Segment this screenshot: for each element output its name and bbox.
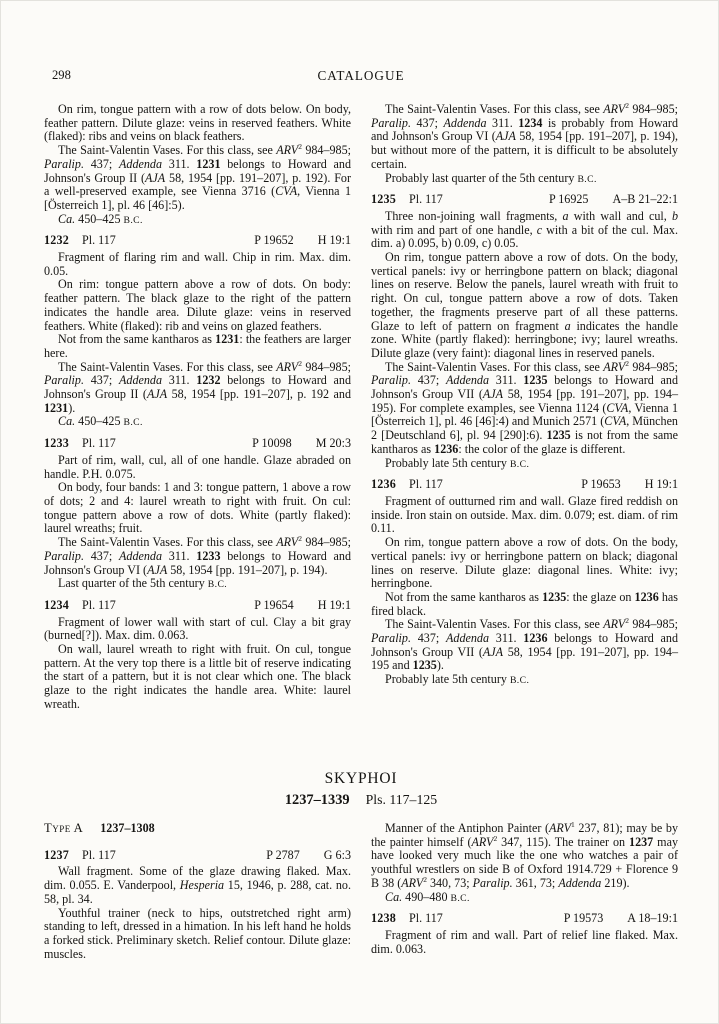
entry-grid-ref: M 20:3 [315,436,351,451]
catalogue-paragraph: Probably last quarter of the 5th century B.C. [385,170,597,185]
entry-inventory-number: P 19654 [254,597,294,612]
catalogue-paragraph: The Saint-Valentin Vases. For this class, see ARV$^2$ 984–985; Paralip. 437; Addenda 311. 1233 belongs to Howard and Johnson's Group VI (AJA 58, 1954 [pp. 191–207], p. 194). [44,534,352,577]
entry-plate-ref: Pl. 117 [409,911,443,926]
catalogue-paragraph: Manner of the Antiphon Painter (ARV$^1$ 237, 81); may be by the painter himself (ARV$^2$ 347, 115). The trainer on 1237 may have looked very much like the one who watches a pair of youthful wrestlers on side B of Oxford 1914.729 + Florence 9 B 38 (ARV$^2$ 340, 73; Paralip. 361, 73; Addenda 219). [371,819,678,890]
running-header [44,69,678,85]
catalogue-paragraph: Ca. 450–425 B.C. [58,414,143,429]
catalogue-paragraph: On rim, tongue pattern above a row of dots. On the body, vertical panels: ivy or herringbone pattern on black; diagonal lines on reserve. Dilute glaze: diagonal lines. White: ivy; herringbone. [371,535,678,591]
entry-header-1235 [371,193,678,207]
catalogue-paragraph: On rim, tongue pattern with a row of dots below. On body, feather pattern. Dilute glaze: veins in reserved feathers. White (flaked): ribs and veins on black feathers. [44,102,351,144]
entry-header-1236 [371,478,678,492]
catalogue-paragraph: Youthful trainer (neck to hips, outstretched right arm) standing to left, dressed in a himation. In his left hand he holds a forked stick. Preliminary sketch. Relief contour. Dilute glaze: muscles. [44,905,351,961]
entry-header-1234 [44,599,351,613]
bottom-columns [44,819,678,961]
entry-header-1233 [44,437,351,451]
catalogue-paragraph: Wall fragment. Some of the glaze drawing flaked. Max. dim. 0.055. E. Vanderpool, Hesperia 15, 1946, p. 288, cat. no. 58, pl. 34. [44,864,351,906]
entry-number: 1238 [371,911,396,926]
catalogue-paragraph: The Saint-Valentin Vases. For this class, see ARV$^2$ 984–985; Paralip. 437; Addenda 311. 1234 is probably from Howard and Johnson's Group VI (AJA 58, 1954 [pp. 191–207], p. 194), but without more of the pattern, it is difficult to be absolutely certain. [371,100,679,171]
catalogue-paragraph: Ca. 490–480 B.C. [385,889,470,904]
bottom-column-right [371,819,678,961]
catalogue-paragraph: Not from the same kantharos as 1231: the feathers are larger here. [44,332,351,360]
entry-inventory-number: P 19653 [581,477,621,492]
catalogue-paragraph: Fragment of flaring rim and wall. Chip in rim. Max. dim. 0.05. [44,250,351,278]
catalogue-paragraph: Ca. 450–425 B.C. [58,211,143,226]
section-title: SKYPHOI [324,770,398,787]
catalogue-paragraph: On body, four bands: 1 and 3: tongue pattern, 1 above a row of dots; 2 and 4: laurel wreath to right with fruit. On cul: tongue pattern above a row of dots. White (partly flaked): laurel wreaths; fruit. [44,480,351,536]
entry-grid-ref: H 19:1 [644,477,678,492]
top-column-right [371,100,679,712]
catalogue-paragraph: Part of rim, wall, cul, all of one handle. Glaze abraded on handle. P.H. 0.075. [44,452,351,481]
entry-number: 1233 [44,436,69,451]
catalogue-paragraph: Three non-joining wall fragments, a with wall and cul, b with rim and part of one handle, c with a bit of the cul. Max. dim. a) 0.095, b) 0.09, c) 0.05. [371,208,678,251]
catalogue-paragraph: Fragment of rim and wall. Part of relief line flaked. Max. dim. 0.063. [371,927,678,956]
entry-inventory-number: P 2787 [266,847,300,862]
section-number-range: 1237–1339 [284,791,350,808]
entry-number: 1235 [371,192,396,207]
catalogue-paragraph: The Saint-Valentin Vases. For this class, see ARV$^2$ 984–985; Paralip. 437; Addenda 311. 1236 belongs to Howard and Johnson's Group VII (AJA 58, 1954 [pp. 191–207], pp. 194–195 and 1235). [371,616,679,673]
entry-inventory-number: P 16925 [548,192,589,207]
catalogue-paragraph: On rim, tongue pattern above a row of dots. On the body, vertical panels: ivy or herringbone pattern on black; diagonal lines on reserve. Below the panels, laurel wreath with fruit to right. On cul, tongue pattern above a row of dots. Taken together, the fragments preserve part of all these patterns. Glaze to left of pattern on fragment a indicates the handle zone. White (partly flaked): herringbone; ivy; laurel wreaths. Dilute glaze (very faint): diagonal lines in reserved panels. [371,250,678,360]
entry-grid-ref: G 6:3 [323,847,351,862]
catalogue-paragraph: Probably late 5th century B.C. [385,455,530,470]
entry-header-1237 [44,849,351,863]
entry-grid-ref: H 19:1 [317,597,351,612]
section-range-line [44,793,678,808]
entry-grid-ref: H 19:1 [317,233,351,248]
page-number: 298 [52,68,71,82]
catalogue-paragraph: Not from the same kantharos as 1235: the glaze on 1236 has fired black. [371,589,678,618]
catalogue-paragraph: Probably late 5th century B.C. [385,672,530,687]
catalogue-paragraph: Last quarter of the 5th century B.C. [58,576,228,591]
entry-plate-ref: Pl. 117 [409,477,443,492]
top-columns [44,100,679,712]
entry-number: 1232 [44,233,69,248]
type-label: Type A [44,821,84,835]
type-number-range: 1237–1308 [100,821,155,835]
catalogue-paragraph: On wall, laurel wreath to right with fruit. On cul, tongue pattern. At the very top there is a little bit of reserve indicating the start of a pattern, but it is not clear which one. The black glaze to the right indicates the handle area. White: laurel wreath. [44,642,351,711]
entry-grid-ref: A–B 21–22:1 [612,192,678,207]
entry-number: 1234 [44,597,69,612]
section-heading [44,772,678,807]
catalogue-paragraph: The Saint-Valentin Vases. For this class, see ARV$^2$ 984–985; Paralip. 437; Addenda 311. 1232 belongs to Howard and Johnson's Group II (AJA 58, 1954 [pp. 191–207], p. 192 and 1231). [44,358,352,415]
entry-inventory-number: P 10098 [252,436,292,451]
entry-plate-ref: Pl. 117 [82,436,116,451]
entry-header-1232 [44,234,351,248]
entry-inventory-number: P 19652 [254,233,294,248]
entry-plate-ref: Pl. 117 [409,192,443,207]
bottom-column-left [44,822,351,961]
top-column-left [44,103,351,712]
type-heading [44,822,351,836]
section-plates: Pls. 117–125 [365,791,438,807]
entry-plate-ref: Pl. 117 [82,233,116,248]
entry-number: 1236 [371,477,396,492]
entry-grid-ref: A 18–19:1 [627,911,678,926]
catalogue-paragraph: On rim: tongue pattern above a row of dots. On body: feather pattern. The black glaze to the right of the pattern indicates the handle area. Dilute glaze: veins in reserved feathers. White (flaked): rib and veins on glazed feathers. [44,277,351,333]
catalogue-paragraph: The Saint-Valentin Vases. For this class, see ARV$^2$ 984–985; Paralip. 437; Addenda 311. 1235 belongs to Howard and Johnson's Group VII (AJA 58, 1954 [pp. 191–207], pp. 194–195). For complete examples, see Vienna 1124 (CVA, Vienna 1 [Österreich 1], pl. 46 [46]:4) and Munich 2571 (CVA, München 2 [Deutschland 6], pl. 94 [290]:6). 1235 is not from the same kantharos as 1236: the color of the glaze is different. [371,358,679,456]
catalogue-paragraph: Fragment of outturned rim and wall. Glaze fired reddish on inside. Iron stain on outside. Max. dim. 0.079; est. diam. of rim 0.11. [371,493,678,536]
running-head-title: CATALOGUE [317,68,405,83]
entry-plate-ref: Pl. 117 [82,847,116,862]
entry-inventory-number: P 19573 [563,911,604,926]
entry-header-1238 [371,912,678,926]
catalogue-paragraph: The Saint-Valentin Vases. For this class, see ARV$^2$ 984–985; Paralip. 437; Addenda 311. 1231 belongs to Howard and Johnson's Group II (AJA 58, 1954 [pp. 191–207], p. 192). For a well-preserved example, see Vienna 3716 (CVA, Vienna 1 [Österreich 1], pl. 46 [46]:5). [44,142,352,212]
catalogue-paragraph: Fragment of lower wall with start of cul. Clay a bit gray (burned[?]). Max. dim. 0.063. [44,614,351,643]
entry-number: 1237 [44,847,69,862]
entry-plate-ref: Pl. 117 [82,597,116,612]
